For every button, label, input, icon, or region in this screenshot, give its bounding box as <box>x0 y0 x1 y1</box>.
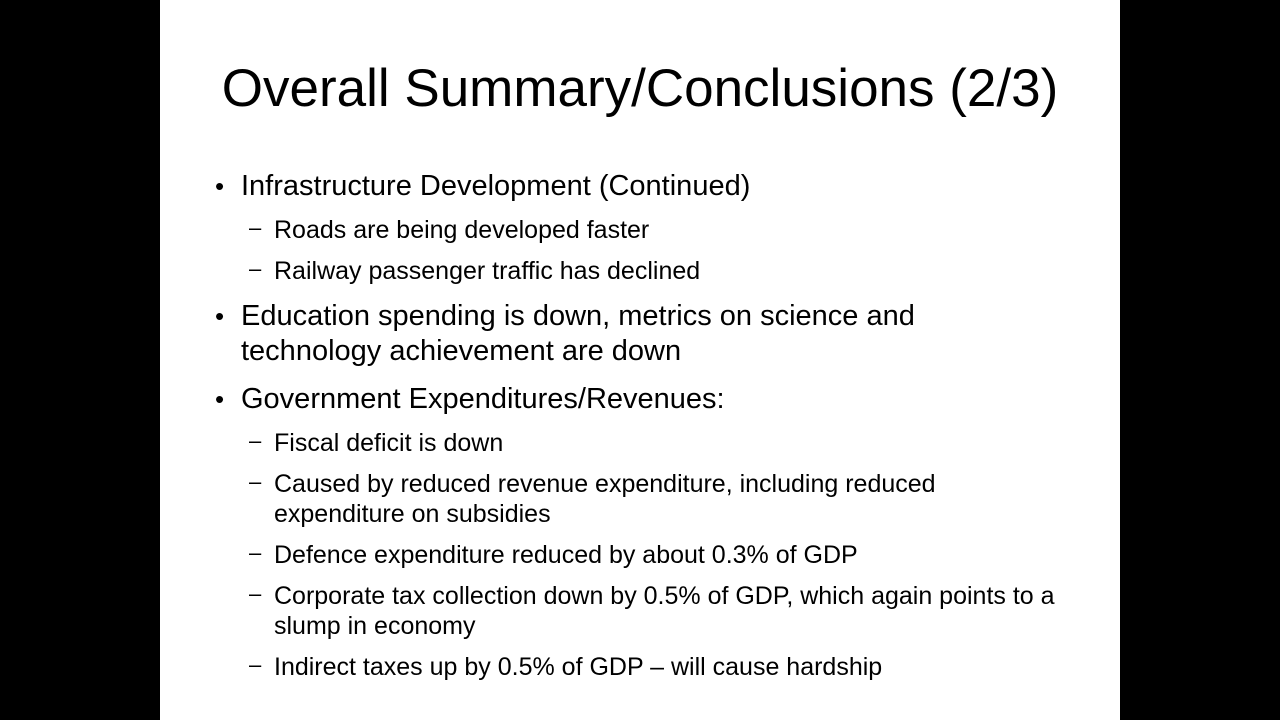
bullet-text: Infrastructure Development (Continued) <box>241 170 751 202</box>
slide-title: Overall Summary/Conclusions (2/3) <box>221 59 1059 118</box>
sub-bullet-item <box>249 215 1074 245</box>
dash-icon: – <box>249 256 262 281</box>
bullet-icon: • <box>215 171 225 201</box>
bullet-text: Education spending is down, metrics on science and technology achievement are down <box>241 300 915 367</box>
sub-bullet-text: Corporate tax collection down by 0.5% of GDP, which again points to a slump in economy <box>274 582 1055 640</box>
sub-bullet-text: Caused by reduced revenue expenditure, including reduced expenditure on subsidies <box>274 470 936 528</box>
bullet-text: Government Expenditures/Revenues: <box>241 383 725 415</box>
sub-bullet-text: Fiscal deficit is down <box>274 429 504 457</box>
sub-bullet-text: Indirect taxes up by 0.5% of GDP – will cause hardship <box>274 653 883 681</box>
sub-bullet-text: Defence expenditure reduced by about 0.3% of GDP <box>274 541 858 569</box>
dash-icon: – <box>249 581 262 606</box>
dash-icon: – <box>249 469 262 494</box>
bullet-icon: • <box>215 384 225 414</box>
dash-icon: – <box>249 540 262 565</box>
sub-bullet-item <box>249 428 1074 458</box>
dash-icon: – <box>249 428 262 453</box>
sub-bullet-text: Railway passenger traffic has declined <box>274 257 701 285</box>
sub-bullet-text: Roads are being developed faster <box>274 216 650 244</box>
dash-icon: – <box>249 652 262 677</box>
bullet-icon: • <box>215 301 225 331</box>
slide <box>160 0 1120 720</box>
bullet-item <box>215 299 1001 369</box>
sub-bullet-item <box>249 469 1004 529</box>
bullet-item <box>215 169 1071 204</box>
sub-bullet-item <box>249 256 1074 286</box>
dash-icon: – <box>249 215 262 240</box>
bullet-item <box>215 382 1071 417</box>
sub-bullet-item <box>249 540 1074 570</box>
sub-bullet-item <box>249 581 1074 641</box>
sub-bullet-item <box>249 652 1074 682</box>
